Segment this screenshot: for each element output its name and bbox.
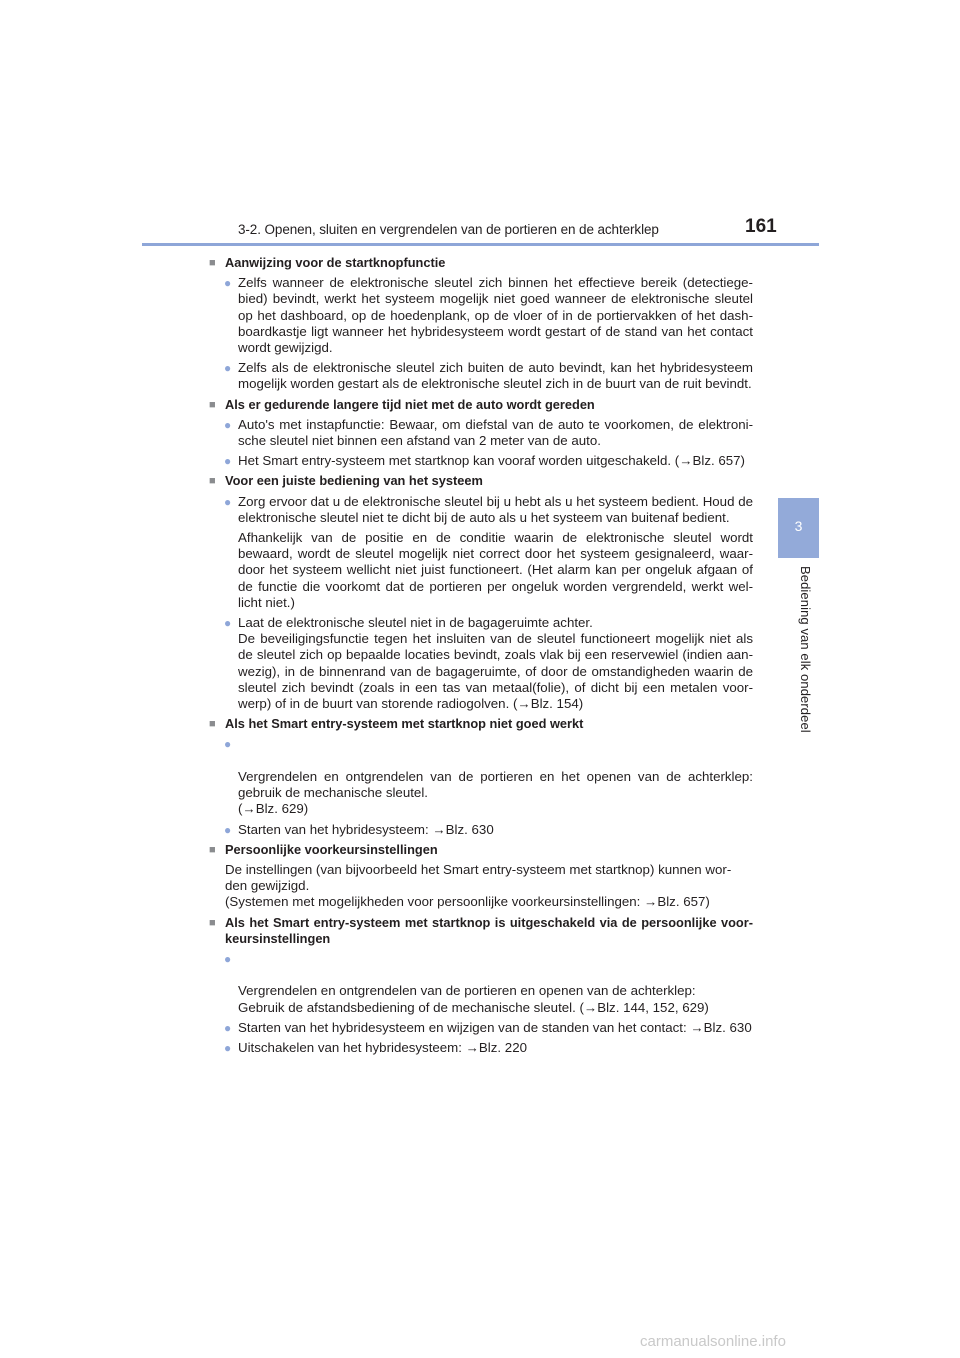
circle-bullet-icon: ● — [224, 454, 232, 469]
section-voorkeursinstellingen — [209, 842, 753, 911]
list-item-note: De beveiligingsfunctie tegen het insluiten van de sleutel functioneert mogelijk niet als de sleutel zich op bepaalde locaties bevindt, zoals vlak bij een reservewiel (indien aan-wezig), in de binnenrand van de bagageruimte, of door de omstandigheden waarin de sleutel zich bevindt (zoals in een tas van metaal(folie), of dicht bij een metalen voor-werp) of in de buurt van storende radiogolven. (→Blz. 154) — [238, 631, 753, 712]
list-item: ● Zelfs als de elektronische sleutel zich buiten de auto bevindt, kan het hybridesysteem mogelijk worden gestart als de elektronische sleutel zich in de buurt van de ruit bevindt. — [224, 360, 753, 392]
circle-bullet-icon: ● — [224, 494, 232, 509]
square-bullet-icon: ■ — [209, 398, 216, 411]
circle-bullet-icon: ● — [224, 361, 232, 376]
section-text: De instellingen (van bijvoorbeeld het Smart entry-systeem met startknop) kunnen wor-den gewijzigd. (Systemen met mogelijkheden voor persoonlijke voorkeursinstellingen: →Blz. 657) — [225, 861, 732, 910]
square-bullet-icon: ■ — [209, 843, 216, 856]
section-heading: ■ Persoonlijke voorkeursinstellingen — [209, 841, 438, 857]
section-startknop-aanwijzing — [209, 255, 753, 393]
section-heading: ■ Als er gedurende langere tijd niet met de auto wordt gereden — [209, 396, 595, 412]
square-bullet-icon: ■ — [209, 916, 216, 929]
list-item: ● Zorg ervoor dat u de elektronische sleutel bij u hebt als u het systeem bedient. Houd de elektronische sleutel niet te dicht bij de auto als u het systeem van buitenaf bedient. — [224, 493, 753, 525]
list-item: ● Starten van het hybridesysteem en wijzigen van de standen van het contact: →Blz. 630 — [224, 1019, 752, 1035]
list-item: ● Laat de elektronische sleutel niet in de bagageruimte achter. — [224, 615, 593, 631]
list-item: ● Vergrendelen en ontgrendelen van de portieren en het openen van de achterklep: gebruik de mechanische sleutel. (→Blz. 629) — [224, 737, 753, 817]
list-item: ● Auto's met instapfunctie: Bewaar, om diefstal van de auto te voorkomen, de elektroni-sche sleutel niet binnen een afstand van 2 meter van de auto. — [224, 416, 753, 449]
circle-bullet-icon: ● — [224, 737, 232, 752]
list-item: ● Vergrendelen en ontgrendelen van de portieren en openen van de achterklep: Gebruik de afstandsbediening of de mechanische sleutel. (→Blz. 144, 152, 629) — [224, 951, 709, 1015]
page-number: 161 — [745, 216, 777, 237]
list-item: ● Starten van het hybridesysteem: →Blz. 630 — [224, 821, 494, 837]
section-heading: ■ Voor een juiste bediening van het systeem — [209, 473, 483, 489]
section-juiste-bediening — [209, 473, 753, 712]
circle-bullet-icon: ● — [224, 1020, 232, 1035]
circle-bullet-icon: ● — [224, 951, 232, 966]
circle-bullet-icon: ● — [224, 822, 232, 837]
section-langere-tijd — [209, 397, 753, 470]
list-item: ● Het Smart entry-systeem met startknop kan vooraf worden uitgeschakeld. (→Blz. 657) — [224, 453, 745, 469]
chapter-tab-number: 3 — [794, 518, 803, 534]
list-item-note: Afhankelijk van de positie en de conditie waarin de elektronische sleutel wordt bewaard, wordt de sleutel mogelijk niet correct door het systeem gesignaleerd, waar-door het systeem wellicht niet juist functioneert. (Het alarm kan per ongeluk afgaan of de functie die voorkomt dat de portieren per ongeluk worden vergrendeld, werkt wel-licht niet.) — [238, 530, 753, 610]
section-heading: ■ Als het Smart entry-systeem met startknop niet goed werkt — [209, 716, 584, 732]
square-bullet-icon: ■ — [209, 257, 216, 269]
page-content — [209, 255, 753, 1060]
square-bullet-icon: ■ — [209, 718, 216, 731]
chapter-header-title: 3-2. Openen, sluiten en vergrendelen van de portieren en de achterklep — [238, 222, 659, 237]
circle-bullet-icon: ● — [224, 276, 232, 291]
circle-bullet-icon: ● — [224, 1040, 232, 1055]
list-item: ● Uitschakelen van het hybridesysteem: →Blz. 220 — [224, 1039, 527, 1055]
watermark: carmanualsonline.info — [640, 1333, 786, 1350]
circle-bullet-icon: ● — [224, 417, 232, 432]
section-niet-goed-werkt — [209, 716, 753, 837]
chapter-side-label: Bediening van elk onderdeel — [798, 566, 813, 733]
header-divider — [142, 243, 819, 246]
list-item: ● Zelfs wanneer de elektronische sleutel zich binnen het effectieve bereik (detectiege-bied) bevindt, werkt het systeem mogelijk niet goed wanneer de elektronische sleutel op het dashboard, op de hoedenplank, op de vloer of in de portiervakken of het dash-boardkastje ligt wanneer het hybridesysteem wordt gestart of de stand van het contact wordt gewijzigd. — [224, 275, 753, 356]
section-uitgeschakeld — [209, 915, 753, 1057]
square-bullet-icon: ■ — [209, 475, 216, 488]
chapter-tab — [778, 498, 819, 558]
circle-bullet-icon: ● — [224, 616, 232, 631]
section-heading: ■ Aanwijzing voor de startknopfunctie — [209, 255, 446, 270]
section-heading: ■ Als het Smart entry-systeem met startknop is uitgeschakeld via de persoonlijke voor-keursinstellingen — [209, 914, 753, 946]
